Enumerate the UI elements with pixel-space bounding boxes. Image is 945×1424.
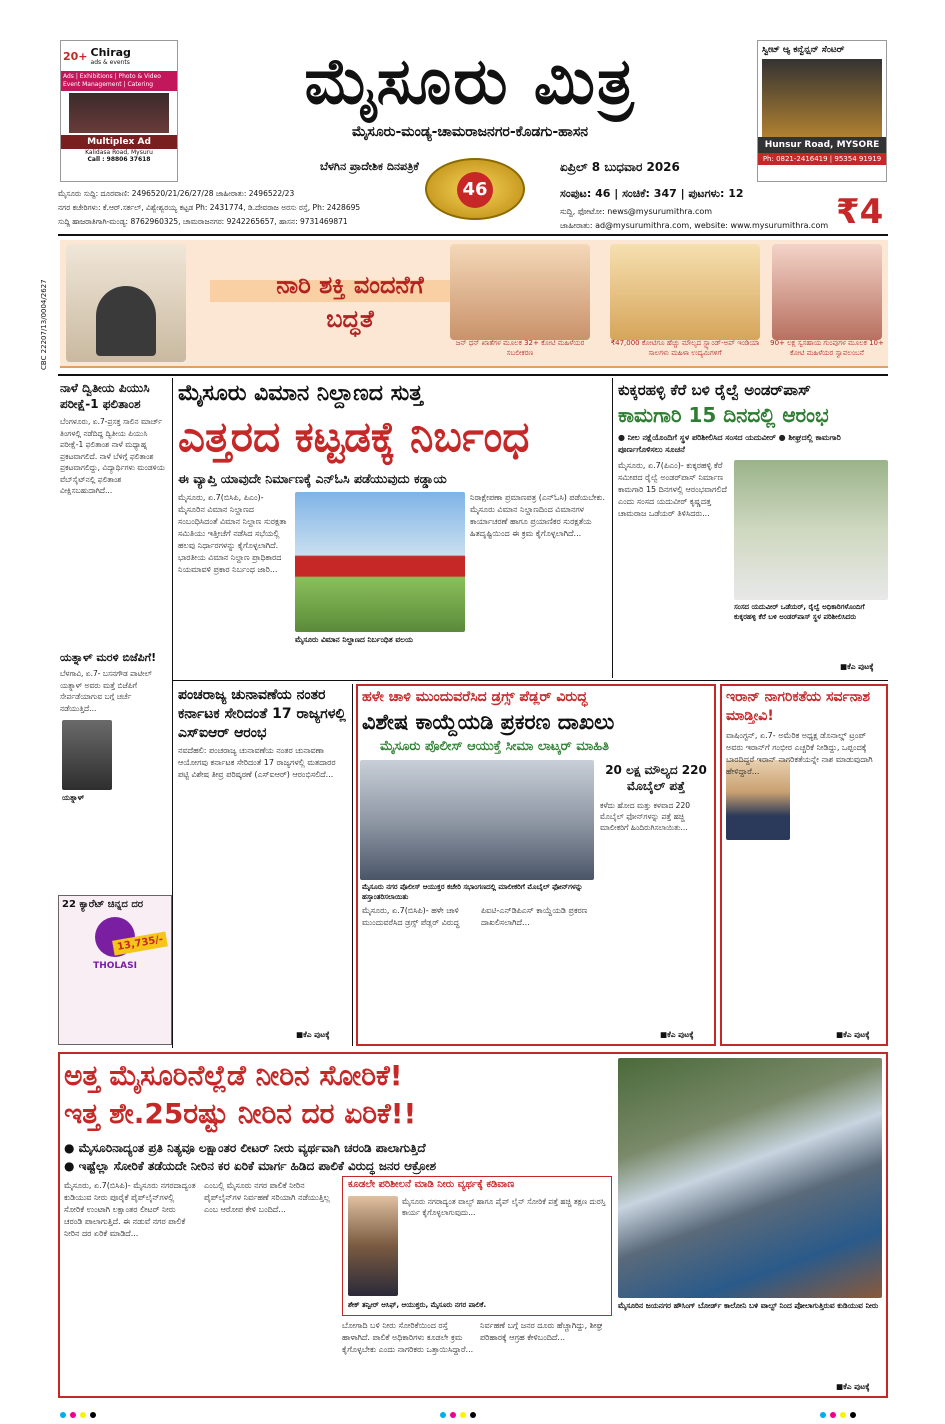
yatnal-body: ಬೆಳಗಾವಿ, ಏ.7- ಬಸನಗೌಡ ಪಾಟೀಲ್ ಯತ್ನಾಳ್ ಅವರು ಮತ್ತೆ ಬಿಜೆಪಿಗೆ ಸೇರ್ಪಡೆಯಾಗುವ ಬಗ್ಗೆ ಚರ್ಚೆ ನಡೆಯುತ್ತಿದೆ... <box>60 669 152 713</box>
yatnal-caption: ಯತ್ನಾಳ್ <box>62 793 85 802</box>
water-headline-2: ಇತ್ತ ಶೇ.25ರಷ್ಟು ನೀರಿನ ದರ ಏರಿಕೆ!! <box>64 1097 417 1130</box>
multiplex-ad-label: Multiplex Ad <box>61 135 177 149</box>
price: ₹4 <box>836 192 884 232</box>
tagline: ಬೆಳಗಿನ ಪ್ರಾದೇಶಿಕ ದಿನಪತ್ರಿಕೆ <box>320 160 419 173</box>
water-bullet: ● ಇಷ್ಟೆಲ್ಲಾ ಸೋರಿಕೆ ತಡೆಯದೇ ನೀರಿನ ಕರ ಏರಿಕೆ ಮಾರ್ಗ ಹಿಡಿದ ಪಾಲಿಕೆ ವಿರುದ್ಧ ಜನರ ಆಕ್ರೋಶ <box>64 1159 437 1173</box>
chirag-brand: Chirag <box>90 46 131 59</box>
drugs-deck: ಮೈಸೂರು ಪೊಲೀಸ್ ಆಯುಕ್ತೆ ಸೀಮಾ ಲಾಟ್ಕರ್ ಮಾಹಿತಿ <box>380 739 610 754</box>
gold-rate-headline: 22 ಕ್ಯಾರೆಟ್ ಚಿನ್ನದ ದರ <box>62 899 144 910</box>
header-divider <box>58 234 888 236</box>
chirag-sub: ads & events <box>90 59 130 66</box>
gold-rate-ad <box>58 895 172 1045</box>
airport-headline: ಎತ್ತರದ ಕಟ್ಟಡಕ್ಕೆ ನಿರ್ಬಂಧ <box>178 412 530 461</box>
underpass-body: ಮೈಸೂರು, ಏ.7(ಪಿಎಂ)- ಕುಕ್ಕರಹಳ್ಳಿ ಕೆರೆ ಸಮೀಪದ ರೈಲ್ವೆ ಅಂಡರ್‌ಪಾಸ್ ನಿರ್ಮಾಣ ಕಾಮಗಾರಿ 15 ದಿನಗಳಲ್ಲಿ ಆರಂಭವಾಗಲಿದೆ ಎಂದು ಸಂಸದ ಯದುವೀರ್ ಕೃಷ್ಣದತ್ತ ಚಾಮರಾಜ ಒಡೆಯರ್ ತಿಳಿಸಿದರು... <box>618 461 727 518</box>
underpass-photo <box>734 460 888 600</box>
convention-photo <box>762 59 882 137</box>
column-rule <box>352 684 353 1046</box>
print-registration-dots <box>820 1412 900 1420</box>
column-rule <box>612 378 613 678</box>
chirag-address: Kalidasa Road, Mysuru <box>85 148 153 156</box>
yatnal-headline: ಯತ್ನಾಳ್ ಮರಳಿ ಬಿಜೆಪಿಗೆ! <box>60 651 157 664</box>
sir-headline: ಪಂಚರಾಜ್ಯ ಚುನಾವಣೆಯ ನಂತರ ಕರ್ನಾಟಕ ಸೇರಿದಂತೆ 17 ರಾಜ್ಯಗಳಲ್ಲಿ ಎಸ್‌ಐಆರ್ ಆರಂಭ <box>178 687 346 741</box>
contact-block <box>58 187 478 229</box>
airport-body-col3: ನಿರಾಕ್ಷೇಪಣಾ ಪ್ರಮಾಣಪತ್ರ (ಎನ್‌ಓಸಿ) ಪಡೆಯಬೇಕು. ಮೈಸೂರು ವಿಮಾನ ನಿಲ್ದಾಣದಿಂದ ವಿಮಾನಗಳ ಕಾರ್ಯಾಚರಣೆ ಹಾಗೂ ಪ್ರಯಾಣಿಕರ ಸುರಕ್ಷತೆಯ ಹಿತದೃಷ್ಟಿಯಿಂದ ಈ ಕ್ರಮ ಕೈಗೊಳ್ಳಲಾಗಿದೆ... <box>470 493 606 538</box>
section-divider <box>172 680 888 681</box>
contact-line: ಮೈಸೂರು ಸುದ್ದಿ: ದೂರವಾಣಿ: 2496520/21/26/27/28 ಜಾಹೀರಾತು: 2496522/23 <box>58 189 295 198</box>
sir-body: ನವದೆಹಲಿ: ಪಂಚರಾಜ್ಯ ಚುನಾವಣೆಯ ನಂತರ ಚುನಾವಣಾ ಆಯೋಗವು ಕರ್ನಾಟಕ ಸೇರಿದಂತೆ 17 ರಾಜ್ಯಗಳಲ್ಲಿ ಮತದಾರರ ಪಟ್ಟಿ ವಿಶೇಷ ತೀವ್ರ ಪರಿಷ್ಕರಣೆ (ಎಸ್‌ಐಆರ್) ಆರಂಭಿಸಲಿದೆ... <box>178 746 336 779</box>
water-body-col4: ನಿರ್ವಹಣೆ ಬಗ್ಗೆ ಜನರ ದೂರು ಹೆಚ್ಚಾಗಿದ್ದು, ಶೀಘ್ರ ಪರಿಹಾರಕ್ಕೆ ಆಗ್ರಹ ಕೇಳಿಬಂದಿದೆ... <box>480 1321 603 1342</box>
inset-headline: ಕೂಡಲೇ ಪರಿಶೀಲನೆ ಮಾಡಿ ನೀರು ವ್ಯರ್ಥಕ್ಕೆ ಕಡಿವಾಣ <box>348 1179 515 1190</box>
water-body-col1: ಮೈಸೂರು, ಏ.7(ಬಿಸಿಪಿ)- ಮೈಸೂರು ನಗರದಾದ್ಯಂತ ಕುಡಿಯುವ ನೀರು ಪೂರೈಕೆ ಪೈಪ್‌ಲೈನ್‌ಗಳಲ್ಲಿ ಸೋರಿಕೆ ಉಂಟಾಗಿ ಲಕ್ಷಾಂತರ ಲೀಟರ್ ನೀರು ಚರಂಡಿ ಪಾಲಾಗುತ್ತಿದೆ. ಈ ನಡುವೆ ನಗರ ಪಾಲಿಕೆ ನೀರಿನ ದರ ಏರಿಕೆ ಮಾಡಿದೆ... <box>64 1181 196 1238</box>
underpass-photo-caption: ಸಂಸದ ಯದುವೀರ್ ಒಡೆಯರ್, ರೈಲ್ವೆ ಅಧಿಕಾರಿಗಳೊಂದಿಗೆ ಕುಕ್ಕರಹಳ್ಳಿ ಕೆರೆ ಬಳಿ ಅಂಡರ್‌ಪಾಸ್ ಸ್ಥಳ ಪರಿಶೀಲಿಸಿದರು <box>734 603 865 621</box>
mobile-recovery-headline: 20 ಲಕ್ಷ ಮೌಲ್ಯದ 220 ಮೊಬೈಲ್ ಪತ್ತೆ <box>605 763 707 793</box>
water-body-col3: ಬೋಗಾದಿ ಬಳಿ ನೀರು ಸೋರಿಕೆಯಿಂದ ರಸ್ತೆ ಹಾಳಾಗಿದೆ. ಪಾಲಿಕೆ ಅಧಿಕಾರಿಗಳು ಕೂಡಲೇ ಕ್ರಮ ಕೈಗೊಳ್ಳಬೇಕು ಎಂದು ನಾಗರಿಕರು ಒತ್ತಾಯಿಸಿದ್ದಾರೆ... <box>342 1321 474 1354</box>
water-byline: ■ಕೆಎ ಪುಟಕ್ಕೆ <box>836 1382 870 1391</box>
chirag-ad <box>60 40 178 182</box>
banner-headline: ನಾರಿ ಶಕ್ತಿ ವಂದನೆಗೆ ಬದ್ಧತೆ <box>276 271 424 333</box>
inset-caption: ಶೇಕ್ ತನ್ವೀರ್ ಆಸಿಫ್, ಆಯುಕ್ತರು, ಮೈಸೂರು ನಗರ ಪಾಲಿಕೆ. <box>348 1301 487 1309</box>
anniversary-number: 46 <box>457 172 493 208</box>
pm-photo <box>66 244 186 362</box>
years-badge: 20+ <box>63 49 88 63</box>
banner-caption: ₹47,000 ಕೋಟಿಗೂ ಹೆಚ್ಚು ಮೌಲ್ಯದ ಸ್ಟ್ಯಾಂಡ್-ಅಪ್ ಇಂಡಿಯಾ ಸಾಲಗಳು ಮಹಿಳಾ ಉದ್ಯಮಿಗಳಿಗೆ <box>610 339 760 357</box>
underpass-bullets: ● ನೀಲ ನಕ್ಷೆಯೊಂದಿಗೆ ಸ್ಥಳ ಪರಿಶೀಲಿಸಿದ ಸಂಸದ ಯದುವೀರ್ ● ಶೀಘ್ರದಲ್ಲಿ ಕಾಮಗಾರಿ ಪೂರ್ಣಗೊಳಿಸಲು ಸೂಚನೆ <box>618 433 841 454</box>
iran-body: ವಾಷಿಂಗ್ಟನ್, ಏ.7- ಅಮೆರಿಕ ಅಧ್ಯಕ್ಷ ಡೊನಾಲ್ಡ್ ಟ್ರಂಪ್ ಅವರು ಇರಾನ್‌ಗೆ ಗಂಭೀರ ಎಚ್ಚರಿಕೆ ನೀಡಿದ್ದು, ಒಪ್ಪಂದಕ್ಕೆ ಬಾರದಿದ್ದರೆ ಇರಾನ್ ನಾಗರಿಕತೆಯನ್ನೇ ನಾಶ ಮಾಡುವುದಾಗಿ ಹೇಳಿದ್ದಾರೆ... <box>726 731 873 776</box>
convention-center-ad <box>757 40 887 182</box>
airport-kicker: ಮೈಸೂರು ವಿಮಾನ ನಿಲ್ದಾಣದ ಸುತ್ತ <box>178 381 423 406</box>
contact-line: ನಗರ ಕಚೇರಿಗಳು: ಕೆ.ಆರ್.ಸರ್ಕಲ್, ವಿಶ್ವೇಶ್ವರಯ್ಯ ಕಟ್ಟಡ Ph: 2431774, ಡಿ.ದೇವರಾಜ ಅರಸು ರಸ್ತೆ, Ph: 2428695 <box>58 203 361 212</box>
print-registration-dots <box>60 1412 140 1420</box>
section-divider <box>58 374 888 376</box>
drugs-headline: ವಿಶೇಷ ಕಾಯ್ದೆಯಡಿ ಪ್ರಕರಣ ದಾಖಲು <box>362 710 615 734</box>
convention-address: Hunsur Road, MYSORE <box>758 137 886 153</box>
drugs-body: ಮೈಸೂರು, ಏ.7(ಬಿಸಿಪಿ)- ಹಳೇ ಚಾಳಿ ಮುಂದುವರೆಸಿದ ಡ್ರಗ್ಸ್ ಪೆಡ್ಲರ್ ವಿರುದ್ಧ ಪಿಐಟಿ-ಎನ್‌ಡಿಪಿಎಸ್ ಕಾಯ್ದೆಯಡಿ ಪ್ರಕರಣ ದಾಖಲಿಸಲಾಗಿದೆ... <box>362 906 588 927</box>
commissioner-photo <box>348 1196 398 1296</box>
sir-byline: ■ಕೆಎ ಪುಟಕ್ಕೆ <box>296 1030 330 1039</box>
iran-byline: ■ಕೆಎ ಪುಟಕ್ಕೆ <box>836 1030 870 1039</box>
airport-deck: ಈ ವ್ಯಾಪ್ತಿ ಯಾವುದೇ ನಿರ್ಮಾಣಕ್ಕೆ ಎನ್‌ಓಸಿ ಪಡೆಯುವುದು ಕಡ್ಡಾಯ <box>178 471 447 486</box>
contact-line: ಸುದ್ದಿ ಹಾಜರಾತಿಗಾಗಿ-ಮಂಡ್ಯ: 8762960325, ಚಾಮರಾಜನಗರ: 9242265657, ಹಾಸನ: 9731469871 <box>58 217 348 226</box>
police-photo <box>360 760 594 880</box>
masthead <box>195 44 745 140</box>
banner-caption: ಜನ್ ಧನ್ ಖಾತೆಗಳ ಮೂಲಕ 32+ ಕೋಟಿ ಮಹಿಳೆಯರ ಸಬಲೀಕರಣ <box>455 339 585 357</box>
nari-shakti-banner <box>60 240 888 368</box>
shg-photo <box>772 244 882 340</box>
tholasi-brand: THOLASI <box>93 961 137 971</box>
puc-result-body: ಬೆಂಗಳೂರು, ಏ.7-ಪ್ರಸಕ್ತ ಸಾಲಿನ ಮಾರ್ಚ್ ತಿಂಗಳಲ್ಲಿ ನಡೆದಿದ್ದ ದ್ವಿತೀಯ ಪಿಯುಸಿ ಪರೀಕ್ಷೆ-1 ಫಲಿತಾಂಶ ನಾಳೆ ಮಧ್ಯಾಹ್ನ ಪ್ರಕಟವಾಗಲಿದೆ. ನಾಳೆ ಬೆಳಿಗ್ಗೆ ಫಲಿತಾಂಶ ಪ್ರಕಟವಾಗಲಿದ್ದು, ವಿದ್ಯಾರ್ಥಿಗಳು ಮಂಡಳಿಯ ವೆಬ್‌ಸೈಟ್‌ನಲ್ಲಿ ಫಲಿತಾಂಶ ವೀಕ್ಷಿಸಬಹುದಾಗಿದೆ... <box>60 417 165 495</box>
drugs-byline: ■ಕೆಎ ಪುಟಕ್ಕೆ <box>660 1030 694 1039</box>
water-body-col2: ಎಂಬಲ್ಲಿ ಮೈಸೂರು ನಗರ ಪಾಲಿಕೆ ನೀರಿನ ಪೈಪ್‌ಲೈನ್‌ಗಳ ನಿರ್ವಹಣೆ ಸರಿಯಾಗಿ ನಡೆಯುತ್ತಿಲ್ಲ ಎಂಬ ಆರೋಪ ಕೇಳಿ ಬಂದಿದೆ... <box>204 1181 330 1214</box>
airport-photo-caption: ಮೈಸೂರು ವಿಮಾನ ನಿಲ್ದಾಣದ ನಿರ್ಬಂಧಿತ ವಲಯ <box>295 635 414 644</box>
email-block <box>560 205 850 233</box>
news-email[interactable]: ಸುದ್ದಿ, ಫೋಟೋ: news@mysurumithra.com <box>560 207 713 216</box>
police-photo-caption: ಮೈಸೂರು ನಗರ ಪೊಲೀಸ್ ಆಯುಕ್ತರ ಕಚೇರಿ ಸಭಾಂಗಣದಲ್ಲಿ ಮಾಲೀಕರಿಗೆ ಮೊಬೈಲ್ ಫೋನ್‌ಗಳನ್ನು ಹಸ್ತಾಂತರಿಸಲಾಯಿತು <box>362 883 583 901</box>
banner-caption: 90+ ಲಕ್ಷ ಸ್ವಸಹಾಯ ಗುಂಪುಗಳ ಮೂಲಕ 10+ ಕೋಟಿ ಮಹಿಳೆಯರ ಸ್ವಾವಲಂಬನೆ <box>770 339 884 357</box>
jan-dhan-photo <box>450 244 590 340</box>
ad-email[interactable]: ಜಾಹೀರಾತು: ad@mysurumithra.com, website: www.mysurumithra.com <box>560 221 829 230</box>
underpass-kicker: ಕುಕ್ಕರಹಳ್ಳಿ ಕೆರೆ ಬಳಿ ರೈಲ್ವೆ ಅಂಡರ್‌ಪಾಸ್ <box>618 381 811 399</box>
gold-price: 13,735/- <box>112 931 168 955</box>
column-rule <box>172 378 173 1048</box>
newspaper-title: ಮೈಸೂರು ಮಿತ್ರ <box>304 44 636 119</box>
volume-info: ಸಂಪುಟ: 46 | ಸಂಚಿಕೆ: 347 | ಪುಟಗಳು: 12 <box>560 187 744 200</box>
chirag-services: Ads | Exhibitions | Photo & Video Event Management | Catering <box>61 71 177 91</box>
underpass-headline: ಕಾಮಗಾರಿ 15 ದಿನದಲ್ಲಿ ಆರಂಭ <box>618 403 829 427</box>
chirag-phone: Call : 98806 37618 <box>87 156 151 164</box>
airport-photo <box>295 492 465 632</box>
regions-line: ಮೈಸೂರು-ಮಂಡ್ಯ-ಚಾಮರಾಜನಗರ-ಕೊಡಗು-ಹಾಸನ <box>351 124 589 140</box>
inset-body: ಮೈಸೂರು ನಗರಾದ್ಯಂತ ವಾಲ್ವ್ ಹಾಗೂ ಪೈಪ್ ಲೈನ್ ಸೋರಿಕೆ ಪತ್ತೆ ಹಚ್ಚಿ ತಕ್ಷಣ ದುರಸ್ತಿ ಕಾರ್ಯ ಕೈಗೊಳ್ಳಲಾಗುವುದು... <box>402 1197 606 1217</box>
puc-result-headline: ನಾಳೆ ದ್ವಿತೀಯ ಪಿಯುಸಿ ಪರೀಕ್ಷೆ-1 ಫಲಿತಾಂಶ <box>60 381 150 411</box>
cbc-code: CBC 22207/13/0004/2627 <box>40 279 48 370</box>
airport-body-col1: ಮೈಸೂರು, ಏ.7(ಬಿಸಿಪಿ, ಪಿಎಂ)- ಮೈಸೂರಿನ ವಿಮಾನ ನಿಲ್ದಾಣದ ಸಂಬಂಧಿಸಿದಂತೆ ವಿಮಾನ ನಿಲ್ದಾಣ ಸುರಕ್ಷತಾ ಸಮಿತಿಯು ಇತ್ತೀಚೆಗೆ ನಡೆಸಿದ ಸಭೆಯಲ್ಲಿ ಹಲವು ನಿರ್ಧಾರಗಳನ್ನು ಕೈಗೊಳ್ಳಲಾಗಿದೆ. ಭಾರತೀಯ ವಿಮಾನ ನಿಲ್ದಾಣ ಪ್ರಾಧಿಕಾರದ ನಿಯಮಾವಳಿ ಪ್ರಕಾರ ನಿರ್ಬಂಧ ಜಾರಿ... <box>178 493 287 574</box>
water-photo-caption: ಮೈಸೂರಿನ ಜಯನಗರ ಹೌಸಿಂಗ್ ಬೋರ್ಡ್ ಕಾಲೋನಿ ಬಳಿ ವಾಲ್ವ್ ನಿಂದ ಪೋಲಾಗುತ್ತಿರುವ ಕುಡಿಯುವ ನೀರು <box>618 1301 879 1310</box>
iran-headline: ಇರಾನ್ ನಾಗರಿಕತೆಯ ಸರ್ವನಾಶ ಮಾಡ್ತೀವಿ! <box>726 689 871 724</box>
print-registration-dots <box>440 1412 520 1420</box>
yatnal-photo <box>62 720 112 790</box>
convention-title: ಸ್ವೀಟ್ ಆ್ಯ ಕನ್ವೆನ್ಷನ್ ಸೆಂಟರ್ <box>762 45 845 55</box>
water-bullet: ● ಮೈಸೂರಿನಾದ್ಯಂತ ಪ್ರತಿ ನಿತ್ಯವೂ ಲಕ್ಷಾಂತರ ಲೀಟರ್ ನೀರು ವ್ಯರ್ಥವಾಗಿ ಚರಂಡಿ ಪಾಲಾಗುತ್ತಿದೆ <box>64 1141 426 1155</box>
drugs-kicker: ಹಳೇ ಚಾಳಿ ಮುಂದುವರೆಸಿದ ಡ್ರಗ್ಸ್ ಪೆಡ್ಲರ್ ವಿರುದ್ಧ <box>362 689 588 705</box>
water-headline-1: ಅತ್ತ ಮೈಸೂರಿನೆಲ್ಲೆಡೆ ನೀರಿನ ಸೋರಿಕೆ! <box>64 1059 403 1092</box>
convention-phone: Ph: 0821-2416419 | 95354 91919 <box>758 153 886 165</box>
stand-up-india-photo <box>610 244 760 340</box>
mobile-recovery-body: ಕಳೆದು ಹೋದ ಮತ್ತು ಕಳವಾದ 220 ಮೊಬೈಲ್ ಫೋನ್‌ಗಳನ್ನು ಪತ್ತೆ ಹಚ್ಚಿ ಮಾಲೀಕರಿಗೆ ಹಿಂದಿರುಗಿಸಲಾಯಿತು... <box>600 801 691 832</box>
issue-date: ಏಪ್ರಿಲ್ 8 ಬುಧವಾರ 2026 <box>560 160 680 174</box>
chirag-photo <box>69 93 169 133</box>
underpass-byline: ■ಕೆಎ ಪುಟಕ್ಕೆ <box>840 662 874 671</box>
water-leak-photo <box>618 1058 882 1298</box>
